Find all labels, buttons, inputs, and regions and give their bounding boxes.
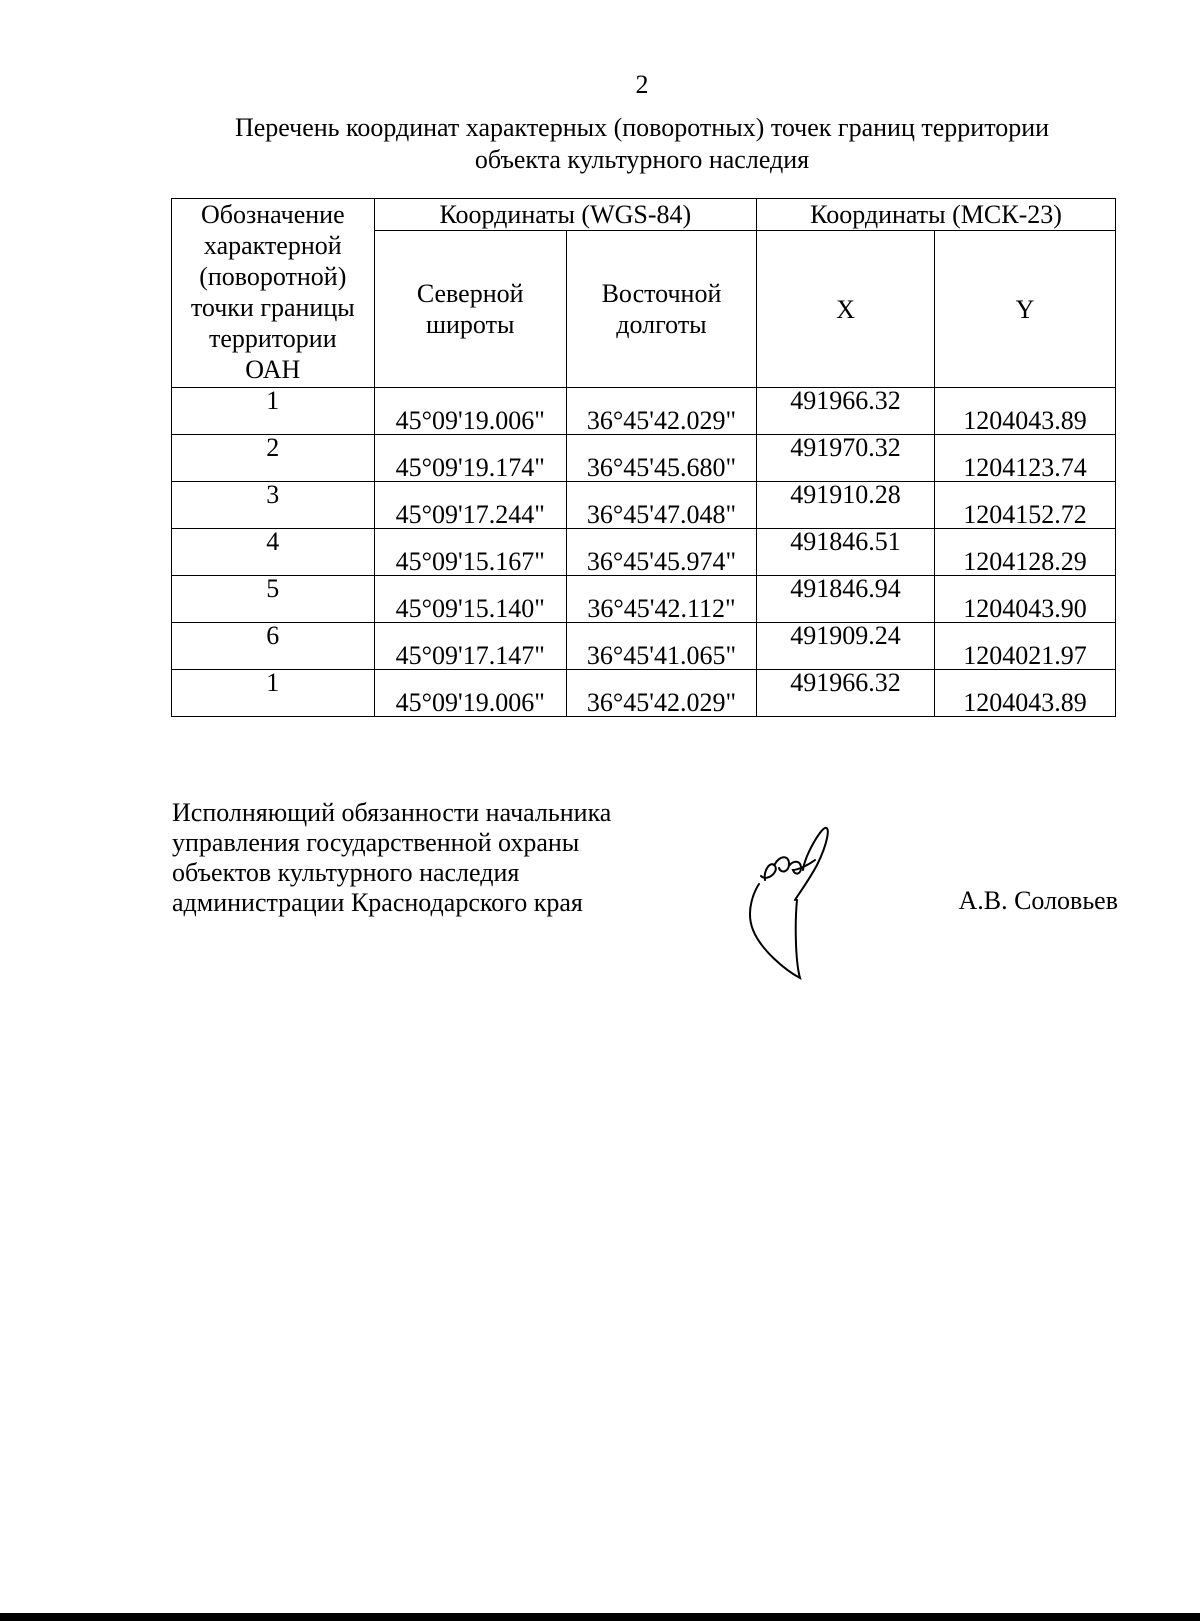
table-row xyxy=(172,576,1116,623)
longitude-cell: 36°45'45.680" xyxy=(566,435,756,482)
header-line: широты xyxy=(426,310,515,339)
header-line: (поворотной) xyxy=(199,262,347,291)
table-row xyxy=(172,529,1116,576)
header-line: долготы xyxy=(616,310,707,339)
point-cell: 1 xyxy=(172,388,375,435)
signatory-position-line: объектов культурного наследия xyxy=(172,858,520,887)
header-line: характерной xyxy=(203,231,342,260)
point-cell: 5 xyxy=(172,576,375,623)
header-line: точки границы xyxy=(190,293,355,322)
latitude-cell: 45°09'15.167" xyxy=(374,529,566,576)
latitude-header xyxy=(374,231,566,388)
document-title-line: Перечень координат характерных (поворотных) точек границ территории xyxy=(234,113,1050,142)
y-cell: 1204043.89 xyxy=(934,388,1115,435)
point-cell: 4 xyxy=(172,529,375,576)
document-title-line: объекта культурного наследия xyxy=(474,145,810,174)
y-cell: 1204021.97 xyxy=(934,623,1115,670)
longitude-cell: 36°45'41.065" xyxy=(566,623,756,670)
document-title xyxy=(172,112,1112,176)
y-cell: 1204128.29 xyxy=(934,529,1115,576)
point-cell: 6 xyxy=(172,623,375,670)
y-cell: 1204152.72 xyxy=(934,482,1115,529)
header-line: Обозначение xyxy=(200,200,345,229)
x-cell: 491970.32 xyxy=(757,435,935,482)
y-header: Y xyxy=(934,231,1115,388)
signatory-position-line: администрации Краснодарского края xyxy=(172,888,583,917)
y-cell: 1204043.90 xyxy=(934,576,1115,623)
handwritten-signature xyxy=(745,820,845,990)
wgs84-header: Координаты (WGS-84) xyxy=(374,199,757,231)
table-row xyxy=(172,670,1116,717)
x-cell: 491910.28 xyxy=(757,482,935,529)
header-line: территории xyxy=(208,324,337,353)
signatory-position xyxy=(172,798,611,918)
latitude-cell: 45°09'17.147" xyxy=(374,623,566,670)
x-cell: 491846.51 xyxy=(757,529,935,576)
longitude-cell: 36°45'42.112" xyxy=(566,576,756,623)
x-cell: 491909.24 xyxy=(757,623,935,670)
latitude-cell: 45°09'17.244" xyxy=(374,482,566,529)
longitude-cell: 36°45'47.048" xyxy=(566,482,756,529)
header-line: Северной xyxy=(416,279,524,308)
latitude-cell: 45°09'19.006" xyxy=(374,388,566,435)
point-cell: 1 xyxy=(172,670,375,717)
signatory-position-line: управления государственной охраны xyxy=(172,828,580,857)
y-cell: 1204043.89 xyxy=(934,670,1115,717)
table-row xyxy=(172,623,1116,670)
x-cell: 491966.32 xyxy=(757,670,935,717)
point-cell: 2 xyxy=(172,435,375,482)
table-row xyxy=(172,388,1116,435)
longitude-header xyxy=(566,231,756,388)
longitude-cell: 36°45'42.029" xyxy=(566,670,756,717)
x-header: X xyxy=(757,231,935,388)
point-cell: 3 xyxy=(172,482,375,529)
latitude-cell: 45°09'19.174" xyxy=(374,435,566,482)
table-row xyxy=(172,482,1116,529)
header-line: Восточной xyxy=(601,279,722,308)
table-row xyxy=(172,435,1116,482)
x-cell: 491966.32 xyxy=(757,388,935,435)
signer-name: А.В. Соловьев xyxy=(958,886,1118,915)
point-designation-header xyxy=(172,199,375,388)
scan-edge-bar xyxy=(0,1613,1200,1621)
msk23-header: Координаты (МСК-23) xyxy=(757,199,1116,231)
coordinates-table xyxy=(171,198,1116,717)
longitude-cell: 36°45'45.974" xyxy=(566,529,756,576)
page-number: 2 xyxy=(635,70,649,99)
x-cell: 491846.94 xyxy=(757,576,935,623)
header-line: ОАН xyxy=(245,355,301,384)
longitude-cell: 36°45'42.029" xyxy=(566,388,756,435)
latitude-cell: 45°09'19.006" xyxy=(374,670,566,717)
signatory-position-line: Исполняющий обязанности начальника xyxy=(172,798,612,827)
y-cell: 1204123.74 xyxy=(934,435,1115,482)
latitude-cell: 45°09'15.140" xyxy=(374,576,566,623)
